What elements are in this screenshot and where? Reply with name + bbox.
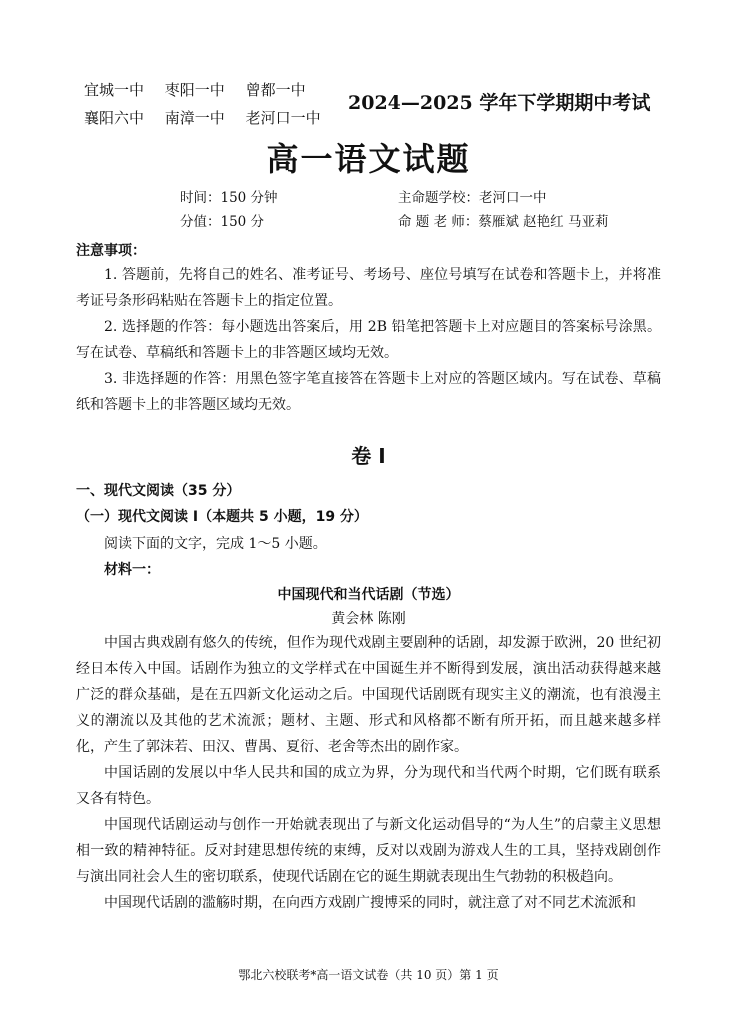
page-footer: 鄂北六校联考*高一语文试卷（共 10 页）第 1 页 [238,968,499,982]
article-paragraph: 中国话剧的发展以中华人民共和国的成立为界，分为现代和当代两个时期，它们既有联系又各有特色。 [76,765,661,807]
volume-heading: 卷 I [351,444,386,468]
school-name: 老河口一中 [245,109,321,127]
school-name: 曾都一中 [245,81,306,99]
school-name: 南漳一中 [164,109,225,127]
notice-item: 1. 答题前，先将自己的姓名、准考证号、考场号、座位号填写在试卷和答题卡上，并将准考证号条形码粘贴在答题卡上的指定位置。 [76,267,661,309]
school-list [84,76,337,132]
notice-item: 2. 选择题的作答：每小题选出答案后，用 2B 铅笔把答题卡上对应题目的答案标号涂黑。写在试卷、草稿纸和答题卡上的非答题区域均无效。 [76,319,661,361]
exam-score: 分值：150 分 [180,214,265,230]
article-body [76,630,661,916]
article-authors: 黄会林 陈刚 [331,611,406,627]
school-name: 襄阳六中 [84,109,145,127]
notice-item: 3. 非选择题的作答：用黑色签字笔直接答在答题卡上对应的答题区域内。写在试卷、草稿纸和答题卡上的非答题区域均无效。 [76,371,661,413]
subsection-title: （一）现代文阅读 I（本题共 5 小题，19 分） [76,509,368,525]
notice-heading: 注意事项： [76,243,146,259]
school-name: 宜城一中 [84,81,145,99]
article-title: 中国现代和当代话剧（节选） [277,587,460,603]
school-row-2 [84,104,337,132]
exam-meta-right [398,186,608,234]
notice-list [76,262,661,418]
exam-time: 时间：150 分钟 [180,190,278,206]
article-paragraph: 中国现代话剧运动与创作一开始就表现出了与新文化运动倡导的“为人生”的启蒙主义思想相一致的精神特征。反对封建思想传统的束缚，反对以戏剧为游戏人生的工具，坚持戏剧创作与演出同社会人生的密切联系，使现代话剧在它的诞生期就表现出生气勃勃的积极趋向。 [76,817,661,885]
section-title: 一、现代文阅读（35 分） [76,483,241,499]
exam-title: 2024—2025 学年下学期期中考试 [348,92,651,114]
school-row-1 [84,76,337,104]
article-paragraph: 中国古典戏剧有悠久的传统，但作为现代戏剧主要剧种的话剧，却发源于欧洲，20 世纪初经日本传入中国。话剧作为独立的文学样式在中国诞生并不断得到发展，演出活动获得越来越广泛的群众基础，是在五四新文化运动之后。中国现代话剧既有现实主义的潮流，也有浪漫主义的潮流以及其他的艺术流派；题材、主题、形式和风格都不断有所开拓，而且越来越多样化，产生了郭沫若、田汉、曹禺、夏衍、老舍等杰出的剧作家。 [76,635,661,755]
exam-teachers: 命 题 老 师：蔡雁斌 赵艳红 马亚莉 [398,214,609,230]
school-name: 枣阳一中 [164,81,225,99]
reading-instruction: 阅读下面的文字，完成 1～5 小题。 [104,536,327,552]
exam-school: 主命题学校：老河口一中 [398,190,547,206]
article-paragraph: 中国现代话剧的滥觞时期，在向西方戏剧广搜博采的同时，就注意了对不同艺术流派和 [104,895,636,911]
material-label: 材料一： [104,562,160,578]
exam-meta-left [180,186,278,234]
page-title: 高一语文试题 [266,140,471,178]
